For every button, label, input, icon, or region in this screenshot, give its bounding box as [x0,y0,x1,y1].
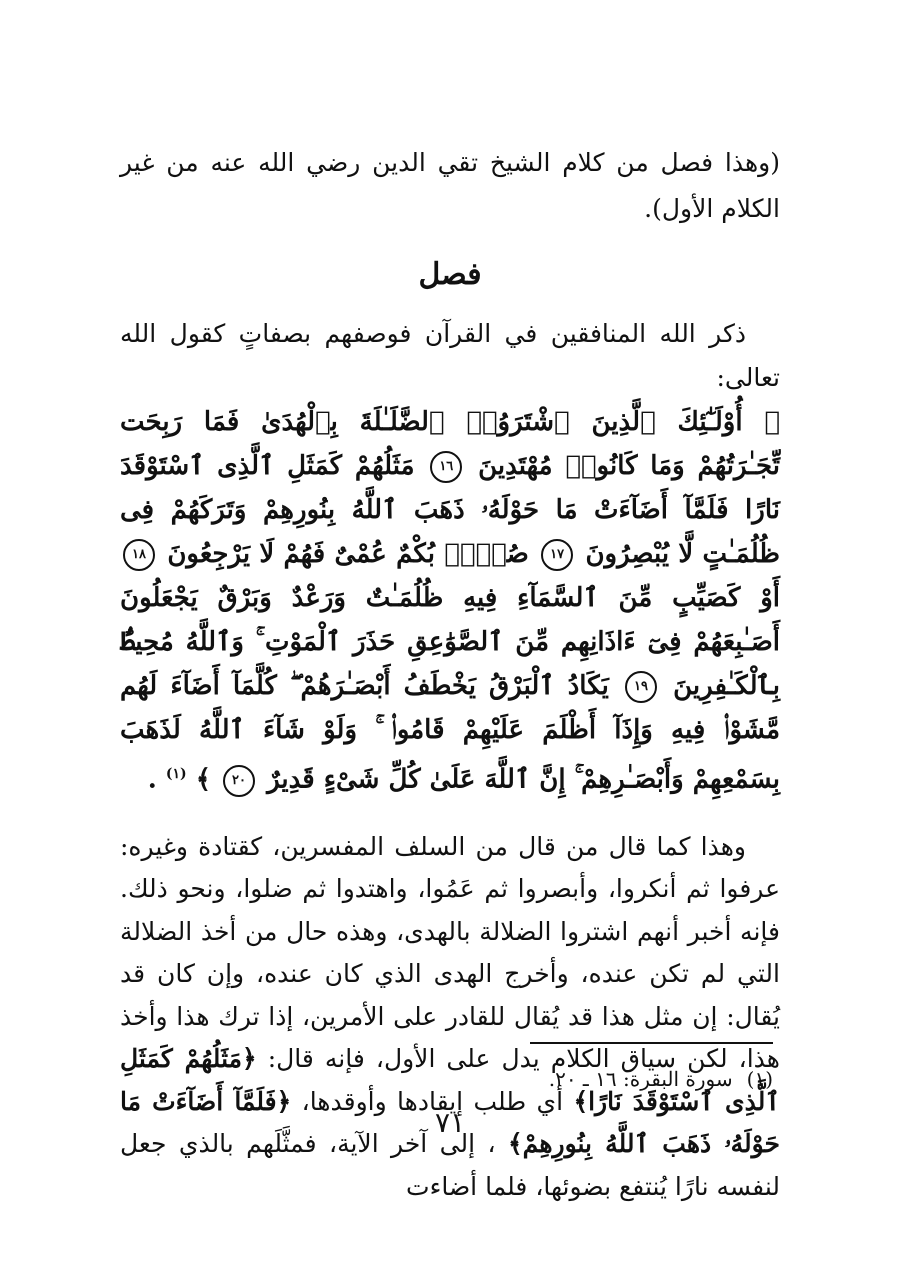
ornate-bracket-open: ﴿ [764,407,781,437]
ayah-number-marker: ١٨ [123,539,155,571]
page-body [120,140,780,1208]
footnote-text: سورة البقرة: ١٦ ـ ٢٠. [548,1067,733,1091]
inline-quran-quote-1: ﴿مَثَلُهُمْ كَمَثَلِ ٱلَّذِى ٱسْتَوْقَدَ نَارًا﴾ [120,1044,780,1116]
commentary-text-2: أي طلب إيقادها وأوقدها، [301,1086,564,1116]
ayah-number-marker: ١٧ [541,539,573,571]
page-number: ٧١ [434,1106,466,1139]
footnote-separator [530,1042,773,1044]
footnote [420,1064,773,1094]
section-heading: فصل [418,257,482,292]
ayah-number-marker: ١٩ [625,671,657,703]
ayah-number-marker: ٢٠ [223,765,255,797]
intro-note: (وهذا فصل من كلام الشيخ تقي الدين رضي الله عنه من غير الكلام الأول). [120,148,780,223]
quotation-end-period: . [147,764,157,795]
commentary-text-1: وهذا كما قال من قال من السلف المفسرين، كقتادة وغيره: عرفوا ثم أنكروا، وأبصروا ثم عَمُوا، واهتدوا ثم ضلوا، ونحو ذلك. فإنه أخبر أنهم اشتروا الضلالة بالهدى، وهذه حال من أخذ الضلالة التي لم تكن عنده، وأخرج الهدى الذي كان عنده، وإن كان قد يُقال: إن مثل هذا قد يُقال للقادر على الأمرين، إذا ترك هذا وأخذ هذا، لكن سياق الكلام يدل على الأول، فإنه قال: [120,831,780,1074]
ornate-bracket-close: ﴾ [195,764,211,795]
verse-text-18: صُمٌّۢ بُكْمٌ عُمْىٌ فَهُمْ لَا يَرْجِعُونَ [167,539,529,569]
quran-quotation [120,400,780,802]
commentary-text-3: ، إلى آخر الآية، فمثَّلَهم بالذي جعل لنفسه نارًا يُنتفع بضوئها، فلما أضاءت [120,1129,780,1201]
verse-text-20: يَكَادُ ٱلْبَرْقُ يَخْطَفُ أَبْصَـٰرَهُمْ ۖ كُلَّمَآ أَضَآءَ لَهُم مَّشَوْا۟ فِيهِ وَإِذَآ أَظْلَمَ عَلَيْهِمْ قَامُوا۟ ۚ وَلَوْ شَآءَ ٱللَّهُ لَذَهَبَ بِسَمْعِهِمْ وَأَبْصَـٰرِهِمْ ۚ إِنَّ ٱللَّهَ عَلَىٰ كُلِّ شَىْءٍ قَدِيرٌ [120,671,780,795]
verse-text-19: أَوْ كَصَيِّبٍ مِّنَ ٱلسَّمَآءِ فِيهِ ظُلُمَـٰتٌ وَرَعْدٌ وَبَرْقٌ يَجْعَلُونَ أَصَـٰبِعَهُمْ فِىٓ ءَاذَانِهِم مِّنَ ٱلصَّوَٰعِقِ حَذَرَ ٱلْمَوْتِ ۚ وَٱللَّهُ مُحِيطٌۢ بِٱلْكَـٰفِرِينَ [120,583,780,701]
verse-text-17: مَثَلُهُمْ كَمَثَلِ ٱلَّذِى ٱسْتَوْقَدَ نَارًا فَلَمَّآ أَضَآءَتْ مَا حَوْلَهُۥ ذَهَبَ ٱللَّهُ بِنُورِهِمْ وَتَرَكَهُمْ فِى ظُلُمَـٰتٍ لَّا يُبْصِرُونَ [120,451,780,569]
paragraph-commentary [120,826,780,1209]
inline-quran-quote-2: ﴿فَلَمَّآ أَضَآءَتْ مَا حَوْلَهُۥ ذَهَبَ ٱللَّهُ بِنُورِهِمْ﴾ [120,1086,780,1159]
verse-text-16: أُوْلَـٰٓئِكَ ٱلَّذِينَ ٱشْتَرَوُا۟ ٱلضَّلَـٰلَةَ بِٱلْهُدَىٰ فَمَا رَبِحَت تِّجَـٰرَتُهُمْ وَمَا كَانُوا۟ مُهْتَدِينَ [120,407,780,481]
footnote-number: (١) [746,1067,773,1091]
footnote-reference[interactable]: (١) [165,766,187,782]
ayah-number-marker: ١٦ [430,451,462,483]
paragraph-introduction: ذكر الله المنافقين في القرآن فوصفهم بصفاتٍ كقول الله تعالى: [120,319,780,392]
